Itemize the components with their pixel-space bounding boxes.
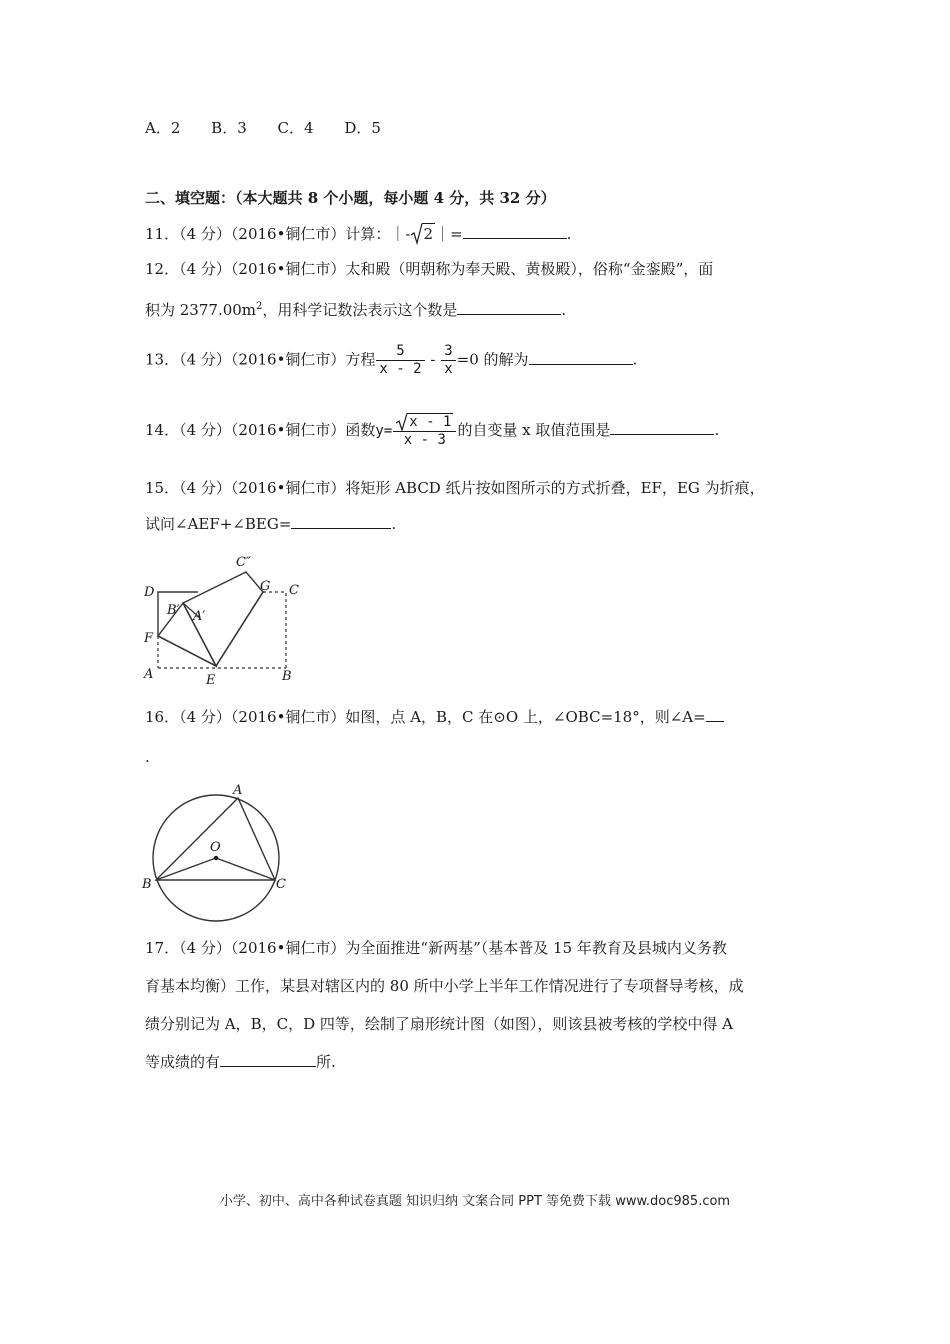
q14-den: x - 3 [393,431,456,449]
q13-fraction-2 [441,343,455,378]
q14-sqrt [396,413,453,431]
q15-label-c: C [289,583,299,598]
q13-num1: 5 [396,343,405,359]
q12-answer-blank[interactable] [457,300,561,315]
question-14 [145,413,719,449]
q11-end: . [566,225,572,243]
question-11 [145,223,571,244]
q13-prefix: 13．（4 分）（2016•铜仁市）方程 [145,350,376,369]
q13-end: . [632,350,638,369]
q15-end: . [391,515,397,533]
question-13 [145,343,637,378]
q16-label-a: A [233,783,243,798]
q12-end: . [561,301,567,319]
q15-crease-ef [158,636,216,666]
q14-suffix: 的自变量 x 取值范围是 [457,421,611,439]
q11-sqrt [411,223,436,244]
q14-num [393,413,456,431]
option-d: D．5 [344,119,381,137]
q15-label-f: F [144,631,154,646]
question-16-line1 [145,707,724,727]
q15-label-b: B [282,669,292,684]
q15-answer-blank[interactable] [291,514,391,529]
q13-den2: x [441,360,455,378]
q14-fraction [393,413,456,449]
q16-circle-figure [138,776,298,926]
q16-label-b: B [142,877,152,892]
q15-label-b1: B′ [167,603,180,618]
q13-num2: 3 [444,343,453,359]
answer-options-line [145,118,407,138]
q14-radicand: x - 1 [409,414,452,430]
q15-fold-figure [138,548,308,688]
option-a: A．2 [145,119,181,137]
q16-text: 16．（4 分）（2016•铜仁市）如图，点 A，B，C 在⊙O 上，∠OBC=18°，则∠A= [145,708,706,726]
q12-prefix: 积为 2377.00m [145,301,257,319]
q12-suffix: ，用科学记数法表示这个数是 [262,301,458,319]
q13-minus: - [425,350,441,369]
q15-label-g: G [260,579,271,594]
q11-prefix: 11．（4 分）（2016•铜仁市）计算：｜- [145,225,411,243]
q15-crease-eg [216,592,263,666]
q15-label-a1: A′ [193,609,206,624]
q16-segment-ob [156,858,216,880]
q13-fraction-1 [376,343,424,378]
q15-label-e: E [206,673,216,688]
q11-suffix: ｜= [435,225,463,243]
q11-answer-blank[interactable] [463,224,567,239]
q14-end: . [714,421,720,439]
question-16-line2: . [145,748,150,766]
section-title: 二、填空题：（本大题共 8 个小题，每小题 4 分，共 32 分） [145,189,556,207]
question-15-line2 [145,514,396,534]
question-15-line1: 15．（4 分）（2016•铜仁市）将矩形 ABCD 纸片按如图所示的方式折叠，EF，EG 为折痕， [145,479,765,497]
option-c: C．4 [277,119,314,137]
q17-prefix: 等成绩的有 [145,1053,221,1071]
q16-label-o: O [210,840,221,855]
q15-label-d: D [144,585,155,600]
q17-answer-blank[interactable] [220,1052,316,1067]
q13-den1: x - 2 [376,360,424,378]
question-17-line2: 育基本均衡）工作，某县对辖区内的 80 所中小学上半年工作情况进行了专项督导考核，成 [145,977,744,995]
question-17-line1: 17．（4 分）（2016•铜仁市）为全面推进“新两基”（基本普及 15 年教育及县城内义务教 [145,939,727,957]
q16-label-c: C [276,877,286,892]
q17-suffix: 所. [316,1053,336,1071]
q15-prefix: 试问∠AEF+∠BEG= [145,515,292,533]
question-17-line4 [145,1052,336,1072]
q13-answer-blank[interactable] [529,350,633,365]
q16-answer-blank[interactable] [706,707,724,722]
q15-label-c2: C″ [236,555,251,570]
q15-label-a: A [144,667,154,682]
q12-superscript: 2 [256,301,263,312]
option-b: B．3 [211,119,247,137]
q14-answer-blank[interactable] [610,420,714,435]
page-footer: 小学、初中、高中各种试卷真题 知识归纳 文案合同 PPT 等免费下载 www.doc985.com [219,1194,731,1209]
question-12-line2 [145,297,566,320]
q11-radicand: 2 [423,225,434,243]
q13-suffix: =0 的解为 [456,350,529,369]
q14-prefix: 14．（4 分）（2016•铜仁市）函数 [145,421,376,439]
question-12-line1: 12．（4 分）（2016•铜仁市）太和殿（明朝称为奉天殿、黄极殿），俗称“金銮殿”，面 [145,260,714,278]
q14-y: y= [375,423,393,439]
question-17-line3: 绩分别记为 A，B，C，D 四等，绘制了扇形统计图（如图），则该县被考核的学校中得 A [145,1015,733,1033]
q16-center-point [214,856,218,860]
